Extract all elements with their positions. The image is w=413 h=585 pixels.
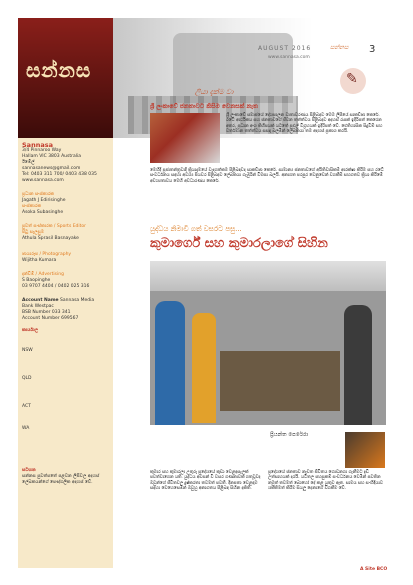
address-line-1: 3/4 Pinnaroo Way xyxy=(22,148,62,153)
column-photo xyxy=(150,113,220,163)
article-kicker: යුද්ධය නිමාවී ගත් වසරට පසු... xyxy=(150,225,242,233)
act-label: ACT xyxy=(22,404,31,409)
author-byline: ප්‍රියන්ත පෙරේරා xyxy=(270,432,309,438)
end-mark: A Site BCO xyxy=(360,567,388,572)
editor-label: ප්‍රධාන සංස්කාරක xyxy=(22,192,55,197)
pen-icon: ✎ xyxy=(340,68,366,94)
person-image xyxy=(344,305,372,425)
ads-block xyxy=(22,272,109,290)
article-body-left: කුමාර සහ කුමාරලා උතුරු ප්‍රදේශයේ කුඩා වෙළඳසැලක් පවත්වාගෙන යති. යුද්ධය අවසන් වී වසර ගණනාවක් ගතවූවද ඔවුන්ගේ ජීවිතවල දුෂ්කරතා තවමත් පවතී. දිනපතා වෙළඳාම සඳහා වෙහෙසෙමින් ඔවුහු අනාගතය පිළිබඳ සිහින දකිති. xyxy=(150,470,261,492)
qld-label: QLD xyxy=(22,376,32,381)
author-photo xyxy=(345,432,385,468)
email-label: ඊමේල් xyxy=(22,160,35,165)
bank-label: Bank xyxy=(22,304,34,309)
deputy-label: සංස්කාරක xyxy=(22,204,42,209)
small-logo: සන්නස xyxy=(330,44,349,51)
design-name: Athula Sprasil Basnayake xyxy=(22,236,79,241)
offices-block xyxy=(22,328,109,432)
deputy-name: Asoka Subasinghe xyxy=(22,210,64,215)
closing-text: සන්නස පුවත්පතේ පළවන ලිපිවල අදහස් ලේඛකයන්ගේ පෞද්ගලික අදහස් වේ. xyxy=(22,474,100,485)
column-text: ශ්‍රී ලංකාවේ සමාජයේ දේශපාලන වාතාවරණය පිළිබඳව මෙම ලිපියේ සාකච්ඡා කෙරේ. රටේ ආර්ථිකය සහ ජනතාවගේ ජීවන තත්ත්වය පිළිබඳව අදහස් රැසක් ඉදිරිපත් කෙරෙන අතර, ප්‍රධාන අංශ කිහිපයක් යටතේ පුළුල් විග්‍රහයක් ඉදිරිපත් වේ. ඓතිහාසික සිදුවීම් සහ වර්තමාන තත්ත්වය සසඳා බලමින් ලේඛකයා තම අදහස් ප්‍රකාශ කරයි. xyxy=(226,113,383,135)
article-photo xyxy=(150,261,386,425)
column-heading: ලියා දැක්ම වා xyxy=(195,88,234,96)
page-number: 3 xyxy=(369,44,376,55)
article-body-right: ප්‍රදේශයේ ජනතාව නැවත ජීවිතය ගොඩනගා ගැනීමට දැඩි උත්සාහයක් දරයි. යටිතල පහසුකම් සංවර්ධනය වෙමින් පවතින නමුත් තවමත් බොහෝ දේ කළ යුතුව ඇත. සාමය සහ සංහිඳියාව ශක්තිමත් කිරීම සියලු දෙනාගේ වගකීම වේ. xyxy=(268,470,384,492)
site-link[interactable]: www.sannasa.com xyxy=(22,178,64,183)
person-image xyxy=(155,301,185,425)
ads-label: දැන්වීම් / Advertising xyxy=(22,272,64,277)
sidebar xyxy=(18,138,113,568)
column-subhead: ශ්‍රී ලංකාවේ ජනතාවට කිසිම වෙනසක් නැත xyxy=(150,103,258,110)
design-label: පිටු සැලසුම xyxy=(22,230,45,235)
wa-label: WA xyxy=(22,426,30,431)
article-title: කුමාර්ගේ සහ කුමාරලාගේ සිහින xyxy=(150,236,328,251)
tent-image xyxy=(150,261,386,291)
email-link[interactable]: sannasanews@gmail.com xyxy=(22,166,81,171)
account-name: Sannasa Media xyxy=(60,298,95,303)
issue-date: AUGUST 2016 xyxy=(258,45,312,52)
stall-image xyxy=(220,351,340,411)
phone: Tel: 0403 311 700/ 0403 438 035 xyxy=(22,172,97,177)
bsb-value: 033 341 xyxy=(51,310,71,315)
acc-label: Account Number xyxy=(22,316,60,321)
website-url[interactable]: www.sannasa.com xyxy=(268,55,310,60)
masthead-logo: සන්නස xyxy=(26,58,92,82)
ads-phone: 03 9707 4404 / 0402 025 316 xyxy=(22,284,90,289)
masthead xyxy=(18,18,113,138)
bank-value: Westpac xyxy=(34,304,54,309)
editor-name: Jagath J Edirisinghe xyxy=(22,198,66,203)
bsb-label: BSB Number xyxy=(22,310,51,315)
closing-block xyxy=(22,468,109,486)
photo-label: ඡායාරූප / Photography xyxy=(22,252,72,257)
account-block xyxy=(22,298,109,322)
ads-name: S Baopinghe xyxy=(22,278,51,283)
address-line-2: Hallam VIC 3803 Australia xyxy=(22,154,81,159)
person-image xyxy=(192,313,216,423)
closing-label: සටහන xyxy=(22,468,36,473)
photo-name: Wijitha Kumara xyxy=(22,258,57,263)
publication-block xyxy=(22,142,109,184)
news-block xyxy=(22,224,109,242)
offices-label: කාර්යාල xyxy=(22,328,39,333)
acc-value: 699567 xyxy=(61,316,79,321)
column-text-wide: මෙහිදී ප්‍රජාතන්ත්‍රවාදී ක්‍රියාදාමයේ වැදගත්කම පිළිබඳවද සාකච්ඡා කෙරේ. සාමාන්‍ය ජනතාවගේ අයිතිවාසිකම් ආරක්ෂා කිරීම සහ රටේ සංවර්ධනය සඳහා අවශ්‍ය පියවර පිළිබඳව ලේඛකයා ගැඹුරින් විමසා බලයි. අනාගත පරපුර වෙනුවෙන් වගකීම් සහගතව ක්‍රියා කිරීමේ අවශ්‍යතාවය මෙහි අවධාරණය කෙරේ. xyxy=(150,168,384,184)
publication-name: Sannasa xyxy=(22,141,53,149)
news-label: පුවත් සංස්කාරක / Sports Editor xyxy=(22,224,87,229)
nsw-label: NSW xyxy=(22,348,33,353)
editor-block xyxy=(22,192,109,216)
photo-block xyxy=(22,252,109,264)
account-heading: Account Name xyxy=(22,298,59,303)
